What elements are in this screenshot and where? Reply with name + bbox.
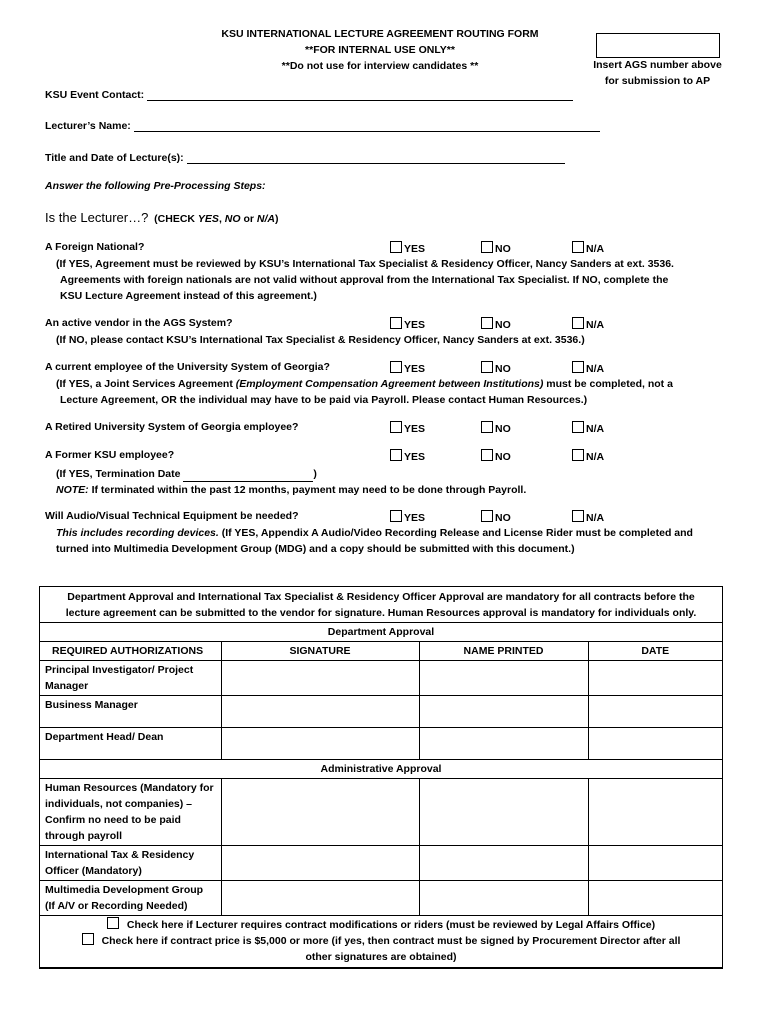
col-date: DATE	[588, 642, 722, 661]
q4-no-label: NO	[495, 423, 511, 435]
table-row	[40, 696, 722, 728]
heading-yes: YES	[197, 213, 219, 225]
preprocessing-instruction: Answer the following Pre-Processing Steps:	[45, 180, 266, 192]
q-foreign-national-label: A Foreign National?	[45, 241, 145, 253]
row-label-international-tax: International Tax & Residency Officer (Mandatory)	[40, 846, 221, 881]
q6-na-checkbox[interactable]	[572, 510, 584, 522]
signature-cell[interactable]	[221, 779, 419, 846]
q4-yes-checkbox[interactable]	[390, 421, 402, 433]
q2-no-checkbox[interactable]	[481, 317, 493, 329]
col-required-authorizations: REQUIRED AUTHORIZATIONS	[40, 642, 221, 661]
table-header-row	[40, 642, 722, 661]
q2-no-label: NO	[495, 319, 511, 331]
q6-no-checkbox[interactable]	[481, 510, 493, 522]
heading-na: N/A	[256, 213, 275, 225]
q1-na-checkbox[interactable]	[572, 241, 584, 253]
contract-price-checkbox[interactable]	[82, 933, 94, 945]
event-contact-label: KSU Event Contact:	[45, 89, 145, 101]
date-cell[interactable]	[588, 779, 722, 846]
department-approval-header: Department Approval	[40, 623, 722, 642]
signature-cell[interactable]	[221, 696, 419, 728]
row-label-business-manager: Business Manager	[40, 696, 221, 728]
contract-price-label-line1: Check here if contract price is $5,000 or more (if yes, then contract must be signed by Procurement Director after all	[101, 935, 681, 947]
q6-na-option[interactable]	[572, 510, 604, 524]
lecturer-heading	[45, 210, 278, 225]
termination-close: )	[313, 468, 317, 480]
contract-price-label-line2: other signatures are obtained)	[305, 951, 457, 963]
heading-no: NO	[224, 213, 241, 225]
q3-note-line2: Lecture Agreement, OR the individual may have to be paid via Payroll. Please contact Human Resources.)	[60, 394, 588, 406]
q4-no-option[interactable]	[481, 421, 511, 435]
row-label-human-resources: Human Resources (Mandatory for individuals, not companies) – Confirm no need to be paid through payroll	[40, 779, 221, 846]
q6-no-option[interactable]	[481, 510, 511, 524]
q1-note-line2: Agreements with foreign nationals are not valid without approval from the International Tax Specialist. If NO, complete the	[60, 274, 669, 286]
q1-yes-label: YES	[404, 243, 426, 255]
event-contact-field	[45, 88, 573, 101]
ags-number-input[interactable]	[596, 33, 720, 58]
table-row	[40, 661, 722, 696]
q4-na-label: N/A	[586, 423, 605, 435]
name-cell[interactable]	[419, 728, 588, 760]
table-row	[40, 728, 722, 760]
heading-or: or	[240, 213, 257, 225]
q4-yes-option[interactable]	[390, 421, 425, 435]
termination-date-input[interactable]	[183, 465, 313, 482]
q5-na-checkbox[interactable]	[572, 449, 584, 461]
q5-no-checkbox[interactable]	[481, 449, 493, 461]
q1-yes-option[interactable]	[390, 241, 425, 255]
q-active-vendor-label: An active vendor in the AGS System?	[45, 317, 233, 329]
q3-no-label: NO	[495, 363, 511, 375]
lecturer-name-input[interactable]	[134, 119, 600, 132]
date-cell[interactable]	[588, 661, 722, 696]
q4-na-checkbox[interactable]	[572, 421, 584, 433]
q1-yes-checkbox[interactable]	[390, 241, 402, 253]
q5-note	[56, 465, 526, 498]
heading-comma: ,	[218, 213, 225, 225]
signature-cell[interactable]	[221, 728, 419, 760]
title-date-label: Title and Date of Lecture(s):	[45, 152, 184, 164]
q1-no-checkbox[interactable]	[481, 241, 493, 253]
q-av-equipment-label: Will Audio/Visual Technical Equipment be needed?	[45, 510, 299, 522]
form-header	[180, 26, 580, 74]
q-retired-label: A Retired University System of Georgia employee?	[45, 421, 299, 433]
q2-yes-checkbox[interactable]	[390, 317, 402, 329]
q4-no-checkbox[interactable]	[481, 421, 493, 433]
contract-modifications-checkbox[interactable]	[107, 917, 119, 929]
q1-na-label: N/A	[586, 243, 605, 255]
signature-cell[interactable]	[221, 846, 419, 881]
table-row	[40, 846, 722, 881]
row-label-department-head: Department Head/ Dean	[40, 728, 221, 760]
q6-yes-label: YES	[404, 512, 426, 524]
date-cell[interactable]	[588, 728, 722, 760]
q2-note: (If NO, please contact KSU’s International Tax Specialist & Residency Officer, Nancy Sanders at ext. 3536.)	[56, 334, 585, 346]
q2-na-checkbox[interactable]	[572, 317, 584, 329]
col-name-printed: NAME PRINTED	[419, 642, 588, 661]
ags-instruction-line1: Insert AGS number above	[593, 59, 722, 71]
q6-note-b: (If YES, Appendix A Audio/Video Recording Release and License Rider must be completed and	[218, 527, 693, 539]
q6-note	[56, 525, 693, 557]
q6-no-label: NO	[495, 512, 511, 524]
ags-instructions	[575, 57, 740, 89]
q1-note-line1: (If YES, Agreement must be reviewed by KSU’s International Tax Specialist & Residency Officer, Nancy Sanders at ext. 3536.	[56, 258, 674, 270]
approval-intro-line1: Department Approval and International Tax Specialist & Residency Officer Approval are mandatory for all contracts before the	[67, 591, 695, 603]
q5-na-option[interactable]	[572, 449, 604, 463]
q1-na-option[interactable]	[572, 241, 604, 255]
title-date-field	[45, 151, 565, 164]
q2-yes-option[interactable]	[390, 317, 425, 331]
q6-yes-checkbox[interactable]	[390, 510, 402, 522]
q4-yes-label: YES	[404, 423, 426, 435]
q-former-employee-label: A Former KSU employee?	[45, 449, 175, 461]
date-cell[interactable]	[588, 846, 722, 881]
name-cell[interactable]	[419, 779, 588, 846]
q-usg-employee-label: A current employee of the University System of Georgia?	[45, 361, 330, 373]
q1-note-line3: KSU Lecture Agreement instead of this agreement.)	[60, 290, 317, 302]
q3-yes-option[interactable]	[390, 361, 425, 375]
name-cell[interactable]	[419, 881, 588, 916]
lecturer-name-label: Lecturer’s Name:	[45, 120, 131, 132]
q2-na-label: N/A	[586, 319, 605, 331]
internal-use-notice: **FOR INTERNAL USE ONLY**	[305, 44, 455, 56]
q3-yes-label: YES	[404, 363, 426, 375]
q2-yes-label: YES	[404, 319, 426, 331]
col-signature: SIGNATURE	[221, 642, 419, 661]
signature-cell[interactable]	[221, 661, 419, 696]
form-title: KSU INTERNATIONAL LECTURE AGREEMENT ROUTING FORM	[221, 28, 539, 40]
name-cell[interactable]	[419, 661, 588, 696]
q1-no-option[interactable]	[481, 241, 511, 255]
contract-modifications-label: Check here if Lecturer requires contract modifications or riders (must be reviewed by Legal Affairs Office)	[126, 919, 656, 931]
event-contact-input[interactable]	[147, 88, 573, 101]
name-cell[interactable]	[419, 696, 588, 728]
date-cell[interactable]	[588, 696, 722, 728]
administrative-approval-header: Administrative Approval	[40, 760, 722, 779]
table-row	[40, 779, 722, 846]
ags-instruction-line2: for submission to AP	[604, 75, 711, 87]
heading-close: )	[274, 213, 279, 225]
q5-no-label: NO	[495, 451, 511, 463]
q3-note-a: (If YES, a Joint Services Agreement	[56, 378, 236, 390]
approval-section	[39, 586, 723, 969]
q3-no-checkbox[interactable]	[481, 361, 493, 373]
q5-yes-label: YES	[404, 451, 426, 463]
q3-na-checkbox[interactable]	[572, 361, 584, 373]
termination-date-label: (If YES, Termination Date	[56, 468, 181, 480]
q5-yes-option[interactable]	[390, 449, 425, 463]
name-cell[interactable]	[419, 846, 588, 881]
contract-modifications-check[interactable]	[40, 917, 722, 933]
q3-note-c: must be completed, not a	[543, 378, 673, 390]
q6-note-a: This includes recording devices.	[56, 527, 219, 539]
q5-yes-checkbox[interactable]	[390, 449, 402, 461]
q5-note-text: If terminated within the past 12 months, payment may need to be done through Payroll.	[88, 484, 527, 496]
approval-intro	[40, 587, 722, 623]
table-row	[40, 881, 722, 916]
q4-na-option[interactable]	[572, 421, 604, 435]
date-cell[interactable]	[588, 881, 722, 916]
q3-no-option[interactable]	[481, 361, 511, 375]
row-label-principal-investigator: Principal Investigator/ Project Manager	[40, 661, 221, 696]
lecturer-heading-main: Is the Lecturer…?	[45, 210, 149, 225]
no-interview-notice: **Do not use for interview candidates **	[281, 60, 479, 72]
approval-intro-line2: lecture agreement can be submitted to the vendor for signature. Human Resources approval is mandatory for individuals only.	[65, 607, 697, 619]
row-label-multimedia: Multimedia Development Group (If A/V or Recording Needed)	[40, 881, 221, 916]
lecturer-name-field	[45, 119, 600, 132]
signature-cell[interactable]	[221, 881, 419, 916]
q2-na-option[interactable]	[572, 317, 604, 331]
q6-na-label: N/A	[586, 512, 605, 524]
contract-price-check[interactable]	[40, 933, 722, 949]
q3-yes-checkbox[interactable]	[390, 361, 402, 373]
q1-no-label: NO	[495, 243, 511, 255]
q6-yes-option[interactable]	[390, 510, 425, 524]
title-date-input[interactable]	[187, 151, 565, 164]
q3-na-label: N/A	[586, 363, 605, 375]
footer-checks	[40, 916, 722, 968]
q1-note	[56, 256, 674, 304]
q6-note-line2: turned into Multimedia Development Group (MDG) and a copy should be submitted with this document.)	[56, 543, 575, 555]
q3-na-option[interactable]	[572, 361, 604, 375]
q5-no-option[interactable]	[481, 449, 511, 463]
q5-na-label: N/A	[586, 451, 605, 463]
q5-note-label: NOTE:	[56, 484, 89, 496]
q3-note	[56, 376, 673, 408]
heading-check-open: (CHECK	[154, 213, 198, 225]
approval-table	[40, 623, 722, 968]
q3-note-b: (Employment Compensation Agreement between Institutions)	[235, 378, 544, 390]
q2-no-option[interactable]	[481, 317, 511, 331]
